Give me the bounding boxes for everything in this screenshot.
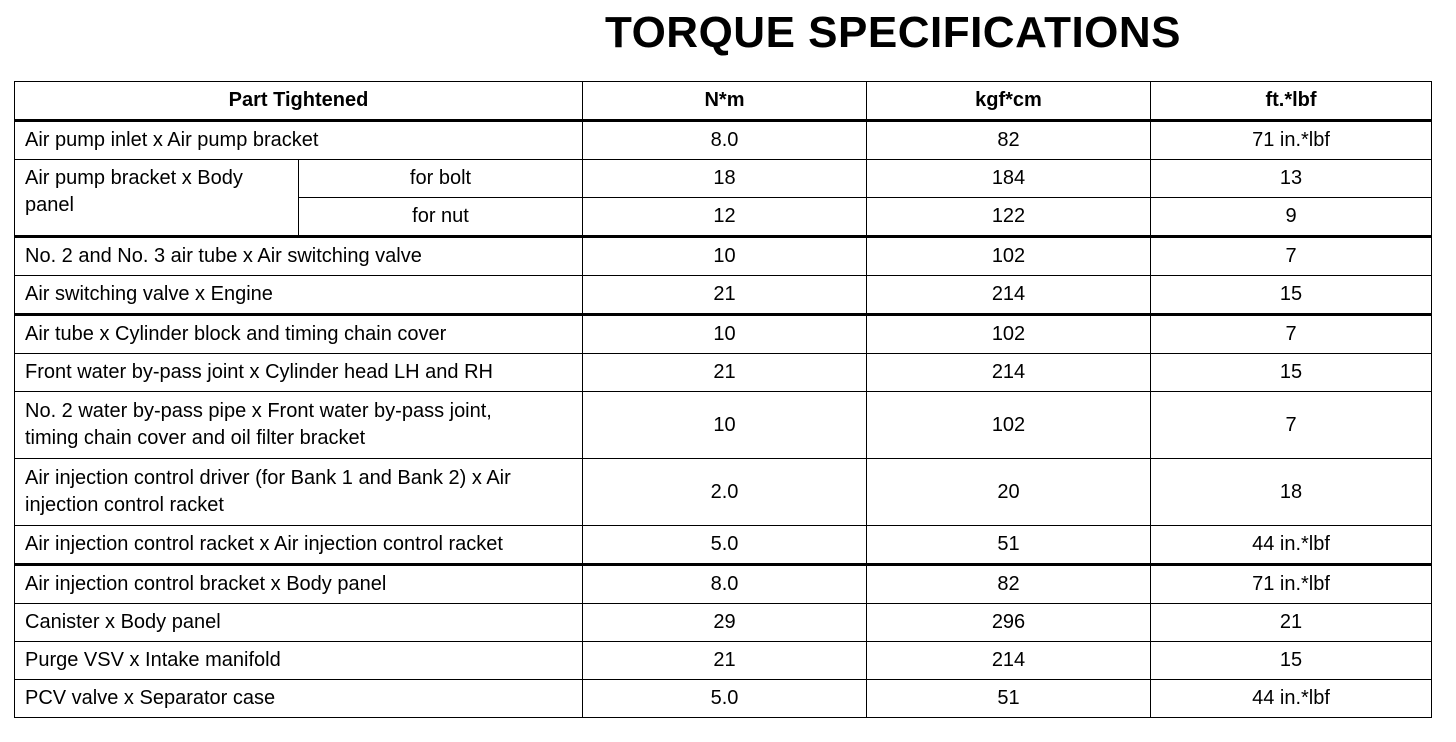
- kgfcm-cell: 82: [867, 121, 1151, 160]
- nm-cell: 5.0: [583, 680, 867, 718]
- kgfcm-cell: 184: [867, 160, 1151, 198]
- part-cell: PCV valve x Separator case: [15, 680, 583, 718]
- part-line-2: injection control racket: [25, 494, 224, 516]
- nm-cell: 18: [583, 160, 867, 198]
- ftlbf-cell: 44 in.*lbf: [1151, 680, 1432, 718]
- part-cell: [15, 459, 583, 526]
- part-cell: Air pump inlet x Air pump bracket: [15, 121, 583, 160]
- nm-cell: 21: [583, 276, 867, 315]
- nm-cell: 2.0: [583, 459, 867, 526]
- kgfcm-cell: 214: [867, 276, 1151, 315]
- part-line-1: No. 2 water by-pass pipe x Front water by-pass joint,: [25, 400, 492, 422]
- kgfcm-cell: 214: [867, 642, 1151, 680]
- part-cell: [15, 392, 583, 459]
- ftlbf-cell: 13: [1151, 160, 1432, 198]
- ftlbf-cell: 71 in.*lbf: [1151, 565, 1432, 604]
- part-cell: Air switching valve x Engine: [15, 276, 583, 315]
- nm-cell: 10: [583, 237, 867, 276]
- nm-cell: 21: [583, 642, 867, 680]
- ftlbf-cell: 71 in.*lbf: [1151, 121, 1432, 160]
- part-cell: Front water by-pass joint x Cylinder head LH and RH: [15, 354, 583, 392]
- header-nm: N*m: [583, 82, 867, 121]
- table-row: [15, 121, 1432, 160]
- table-header-row: [15, 82, 1432, 121]
- table-row: [15, 642, 1432, 680]
- table-row: [15, 526, 1432, 565]
- table-row: [15, 276, 1432, 315]
- nm-cell: 8.0: [583, 121, 867, 160]
- kgfcm-cell: 122: [867, 198, 1151, 237]
- ftlbf-cell: 7: [1151, 392, 1432, 459]
- ftlbf-cell: 15: [1151, 642, 1432, 680]
- header-ftlbf: ft.*lbf: [1151, 82, 1432, 121]
- nm-cell: 8.0: [583, 565, 867, 604]
- kgfcm-cell: 51: [867, 526, 1151, 565]
- kgfcm-cell: 82: [867, 565, 1151, 604]
- ftlbf-cell: 44 in.*lbf: [1151, 526, 1432, 565]
- kgfcm-cell: 214: [867, 354, 1151, 392]
- table-row: [15, 315, 1432, 354]
- table-row: [15, 604, 1432, 642]
- torque-spec-table: [14, 81, 1432, 718]
- ftlbf-cell: 18: [1151, 459, 1432, 526]
- table-row: [15, 565, 1432, 604]
- ftlbf-cell: 7: [1151, 237, 1432, 276]
- ftlbf-cell: 15: [1151, 354, 1432, 392]
- part-cell: Air pump bracket x Body panel: [15, 160, 299, 237]
- nm-cell: 29: [583, 604, 867, 642]
- nm-cell: 5.0: [583, 526, 867, 565]
- table-row: [15, 354, 1432, 392]
- part-cell: Air injection control racket x Air injection control racket: [15, 526, 583, 565]
- part-cell: Air tube x Cylinder block and timing chain cover: [15, 315, 583, 354]
- part-cell: Purge VSV x Intake manifold: [15, 642, 583, 680]
- sub-part-cell: for nut: [299, 198, 583, 237]
- kgfcm-cell: 296: [867, 604, 1151, 642]
- kgfcm-cell: 102: [867, 392, 1151, 459]
- header-kgfcm: kgf*cm: [867, 82, 1151, 121]
- sub-part-cell: for bolt: [299, 160, 583, 198]
- nm-cell: 10: [583, 315, 867, 354]
- nm-cell: 10: [583, 392, 867, 459]
- table-row: [15, 237, 1432, 276]
- kgfcm-cell: 51: [867, 680, 1151, 718]
- header-part-tightened: Part Tightened: [15, 82, 583, 121]
- part-cell: No. 2 and No. 3 air tube x Air switching valve: [15, 237, 583, 276]
- ftlbf-cell: 21: [1151, 604, 1432, 642]
- table-row: [15, 392, 1432, 459]
- table-row: [15, 680, 1432, 718]
- kgfcm-cell: 102: [867, 315, 1151, 354]
- kgfcm-cell: 20: [867, 459, 1151, 526]
- nm-cell: 12: [583, 198, 867, 237]
- part-cell: Canister x Body panel: [15, 604, 583, 642]
- part-line-1: Air injection control driver (for Bank 1 and Bank 2) x Air: [25, 467, 511, 489]
- table-row: [15, 160, 1432, 198]
- table-row: [15, 459, 1432, 526]
- ftlbf-cell: 15: [1151, 276, 1432, 315]
- page-title: TORQUE SPECIFICATIONS: [605, 8, 1182, 57]
- nm-cell: 21: [583, 354, 867, 392]
- ftlbf-cell: 7: [1151, 315, 1432, 354]
- part-line-2: timing chain cover and oil filter bracket: [25, 427, 366, 449]
- part-cell: Air injection control bracket x Body panel: [15, 565, 583, 604]
- kgfcm-cell: 102: [867, 237, 1151, 276]
- ftlbf-cell: 9: [1151, 198, 1432, 237]
